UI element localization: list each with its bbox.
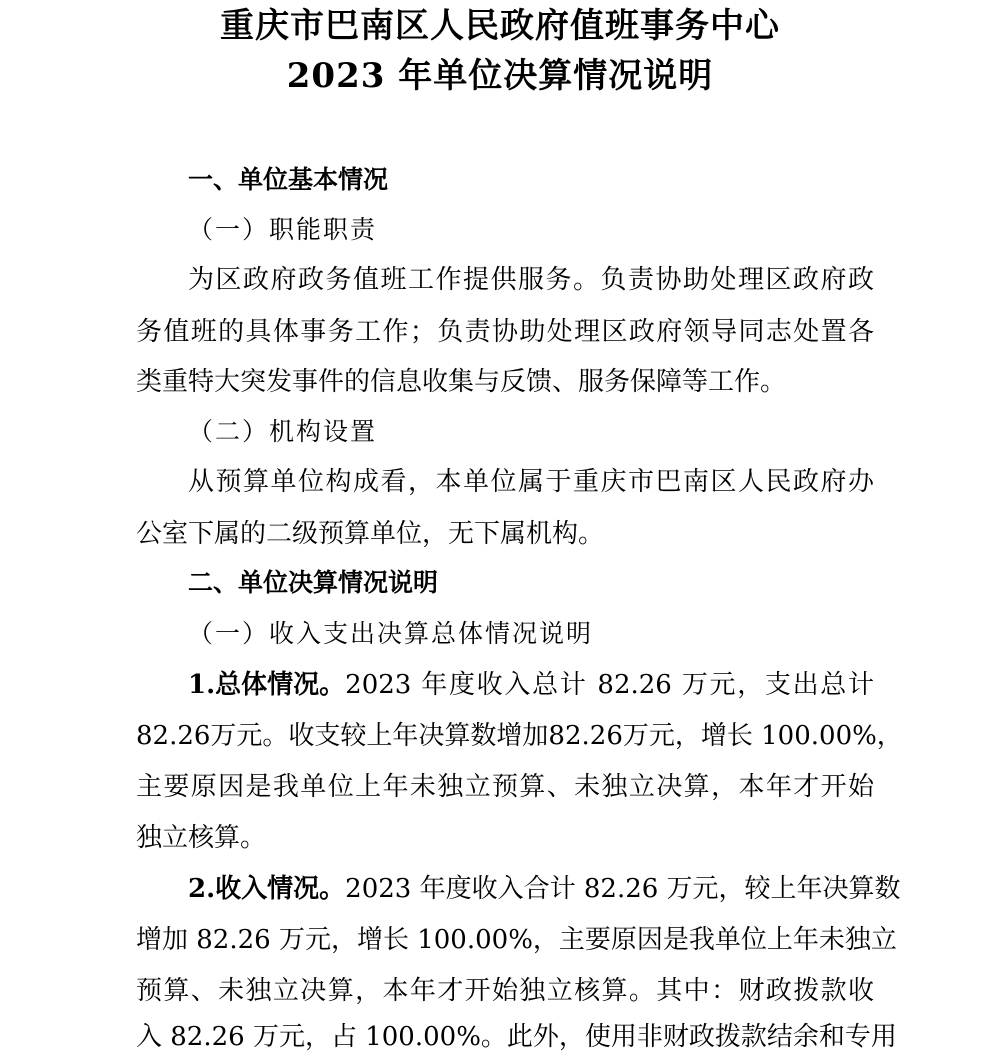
sub1-heading: （一）职能职责 [188, 215, 378, 244]
section1-heading: 一、单位基本情况 [188, 165, 389, 194]
p3-label: 1.总体情况。 [188, 670, 346, 700]
p4-line3: 预算、未独立决算，本年才开始独立核算。其中：财政拨款收 [136, 976, 874, 1006]
p3-line1-text: 2023 年度收入总计 82.26 万元，支出总计 [345, 670, 874, 700]
sub3-heading: （一）收入支出决算总体情况说明 [188, 619, 594, 648]
p1-line1: 为区政府政务值班工作提供服务。负责协助处理区政府政 [188, 265, 874, 295]
document-title-line2: 2023 年单位决算情况说明 [286, 56, 714, 96]
sub2-heading: （二）机构设置 [188, 417, 378, 446]
p4-line2: 增加 82.26 万元，增长 100.00%，主要原因是我单位上年未独立 [136, 925, 897, 955]
p4-line1 [188, 872, 901, 906]
p3-line3: 主要原因是我单位上年未独立预算、未独立决算，本年才开始 [136, 772, 874, 802]
p4-label: 2.收入情况。 [188, 874, 346, 904]
p4-line1-text: 2023 年度收入合计 82.26 万元，较上年决算数 [345, 874, 901, 904]
section2-heading: 二、单位决算情况说明 [188, 568, 439, 597]
p1-line3: 类重特大突发事件的信息收集与反馈、服务保障等工作。 [136, 367, 787, 397]
document-title-line1: 重庆市巴南区人民政府值班事务中心 [220, 6, 780, 46]
p3-line4: 独立核算。 [136, 823, 267, 853]
p1-line2: 务值班的具体事务工作；负责协助处理区政府领导同志处置各 [136, 317, 874, 347]
p4-line4: 入 82.26 万元，占 100.00%。此外，使用非财政拨款结余和专用 [136, 1022, 897, 1052]
p2-line2: 公室下属的二级预算单位，无下属机构。 [136, 519, 605, 549]
p3-line1 [188, 668, 874, 702]
p2-line1: 从预算单位构成看，本单位属于重庆市巴南区人民政府办 [188, 467, 874, 497]
p3-line2: 82.26万元。收支较上年决算数增加82.26万元，增长 100.00%， [136, 721, 903, 751]
